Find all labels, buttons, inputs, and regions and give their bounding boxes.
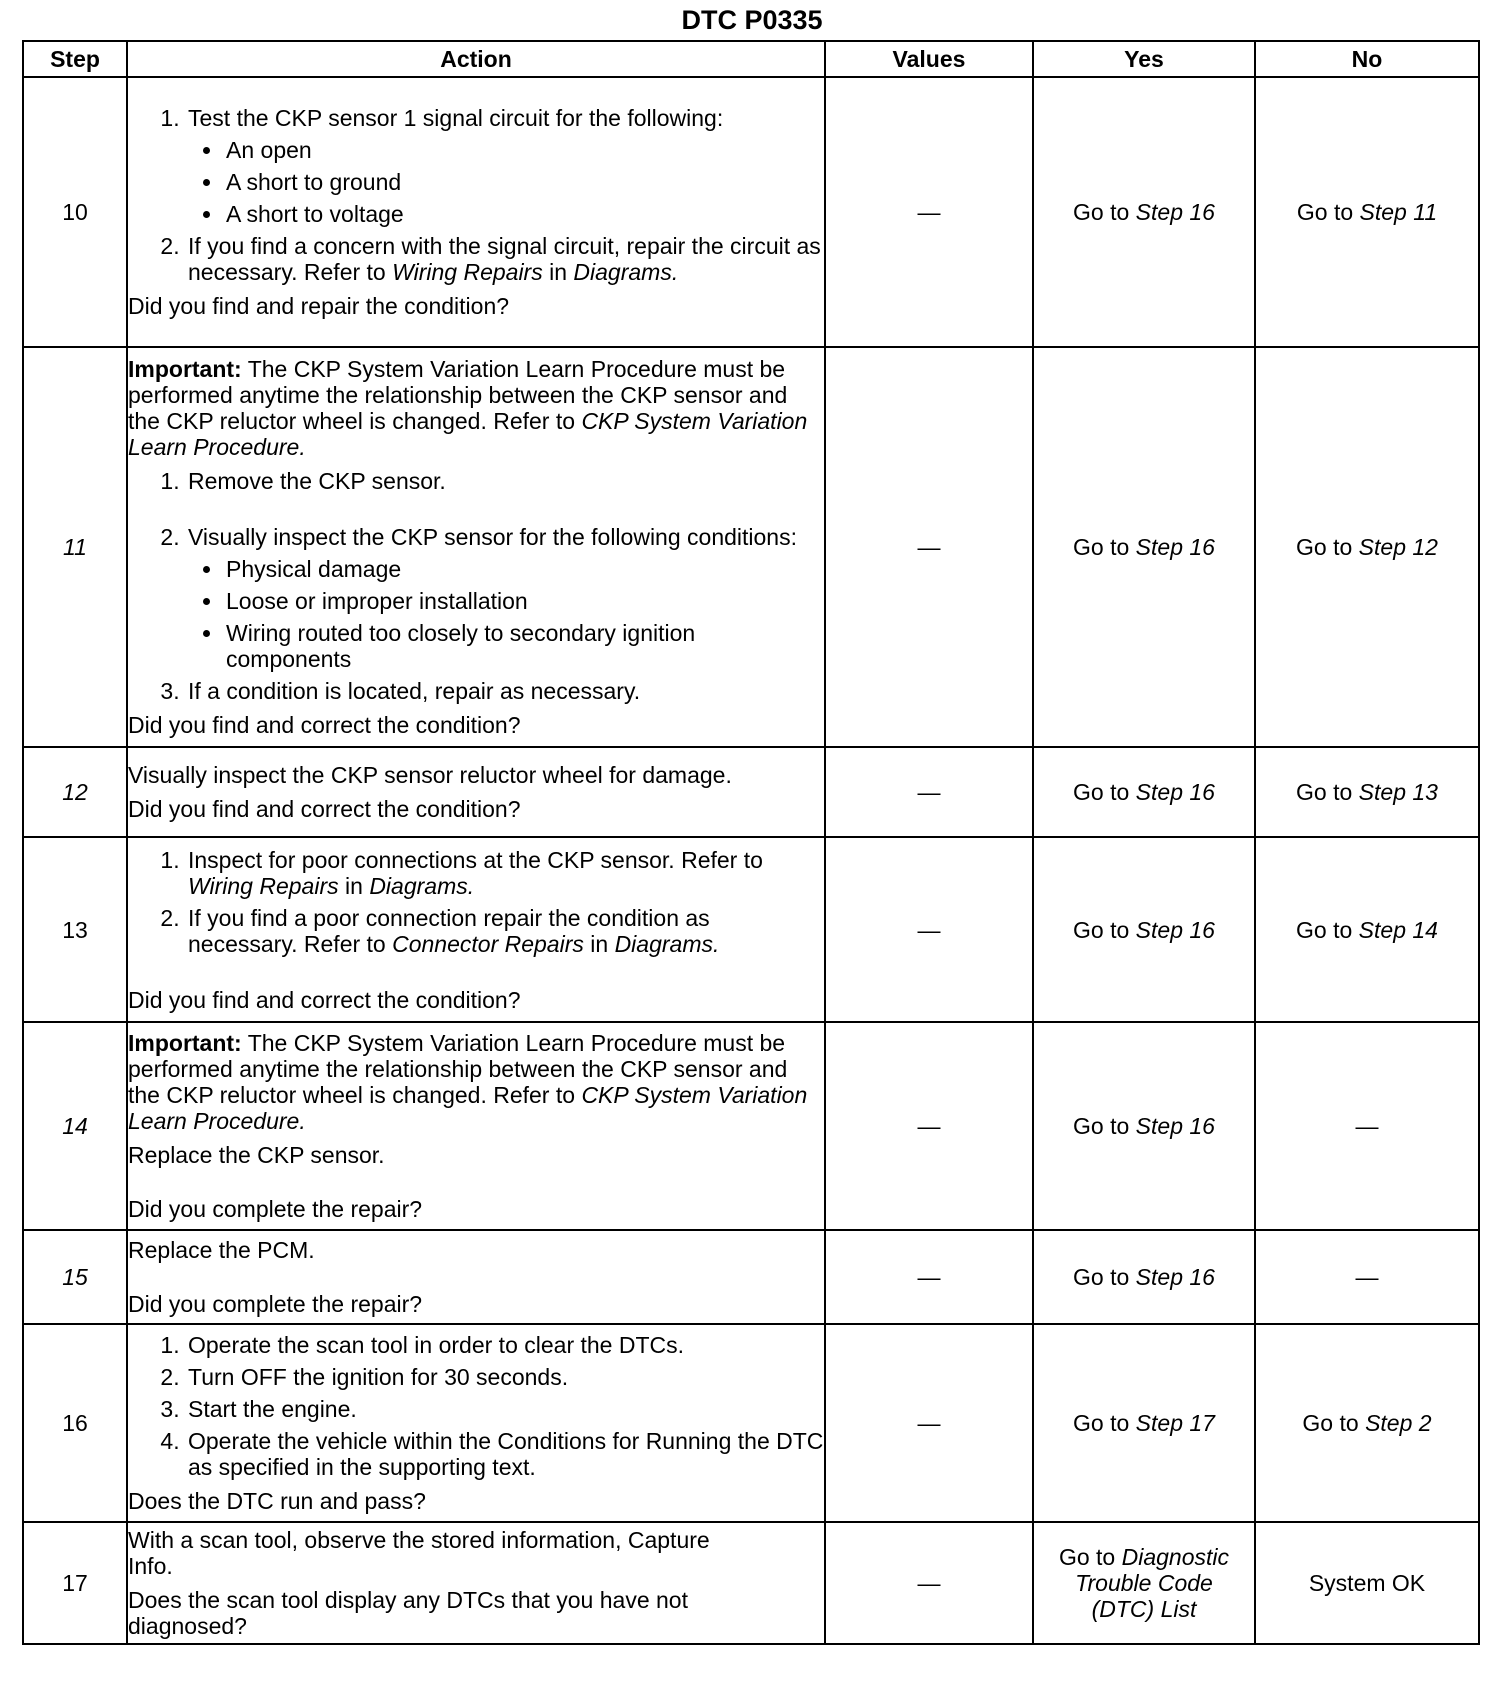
- list-item-text: If you find a concern with the signal circuit, repair the circuit as necessary. Refer to: [188, 233, 821, 285]
- list-item: 3. If a condition is located, repair as necessary.: [186, 678, 824, 704]
- no-prefix: Go to: [1296, 199, 1354, 225]
- action-cell: [127, 1230, 825, 1324]
- question-text: Does the scan tool display any DTCs that you have not diagnosed?: [128, 1587, 688, 1639]
- values-dash: —: [825, 347, 1033, 747]
- yes-step-link: Step 17: [1135, 1410, 1215, 1436]
- yes-step-link: Step 16: [1135, 1113, 1215, 1139]
- table-row-step-10: [23, 77, 1479, 347]
- no-step-link: Step 13: [1358, 779, 1438, 805]
- yes-prefix: Go to: [1073, 1113, 1130, 1139]
- no-step-link: Step 2: [1365, 1410, 1432, 1436]
- step-number: 15: [23, 1230, 127, 1324]
- action-text: Replace the PCM.: [128, 1237, 315, 1263]
- important-note: [128, 356, 824, 460]
- header-no: No: [1255, 41, 1479, 77]
- action-cell: [127, 347, 825, 747]
- list-item-text: in: [590, 930, 609, 957]
- action-cell: [127, 1324, 825, 1522]
- question-text: Does the DTC run and pass?: [128, 1488, 426, 1514]
- values-dash: —: [825, 1324, 1033, 1522]
- list-item: [186, 105, 824, 227]
- table-header-row: [23, 41, 1479, 77]
- bullet-item: • Loose or improper installation: [224, 588, 824, 614]
- step-number: 14: [23, 1022, 127, 1230]
- list-item-text: in: [345, 872, 363, 899]
- no-dash: —: [1255, 1022, 1479, 1230]
- question-text: Did you find and correct the condition?: [128, 796, 521, 822]
- values-dash: —: [825, 837, 1033, 1022]
- important-label: Important:: [128, 356, 242, 382]
- action-cell: [127, 837, 825, 1022]
- diagnostic-table: [22, 40, 1480, 1645]
- no-prefix: Go to: [1302, 1410, 1359, 1436]
- yes-cell: [1033, 837, 1255, 1022]
- list-item: 1. Remove the CKP sensor.: [186, 468, 824, 494]
- bullet-item: • An open: [224, 137, 824, 163]
- table-row-step-16: [23, 1324, 1479, 1522]
- bullet-item: • Physical damage: [224, 556, 824, 582]
- step-number: 12: [23, 747, 127, 837]
- yes-prefix: Go to: [1073, 534, 1130, 560]
- no-cell: [1255, 77, 1479, 347]
- action-cell: [127, 1022, 825, 1230]
- reference-link: Connector Repairs: [392, 930, 584, 957]
- yes-step-link: Step 16: [1135, 1264, 1215, 1290]
- table-row-step-12: [23, 747, 1479, 837]
- header-values: Values: [825, 41, 1033, 77]
- reference-link: Wiring Repairs: [392, 259, 543, 285]
- yes-cell: [1033, 1230, 1255, 1324]
- list-item: 1. Operate the scan tool in order to clear the DTCs.: [186, 1332, 824, 1358]
- yes-step-link: Step 16: [1135, 779, 1215, 805]
- yes-cell: [1033, 1324, 1255, 1522]
- important-note: [128, 1030, 824, 1134]
- list-item: [186, 847, 824, 899]
- action-text: Visually inspect the CKP sensor reluctor wheel for damage.: [128, 762, 732, 788]
- action-text: With a scan tool, observe the stored information, Capture Info.: [128, 1527, 710, 1579]
- page-title: DTC P0335: [681, 5, 823, 35]
- yes-prefix: Go to: [1073, 1264, 1130, 1290]
- no-step-link: Step 12: [1358, 534, 1438, 560]
- header-step: Step: [23, 41, 127, 77]
- values-dash: —: [825, 747, 1033, 837]
- no-step-link: Step 11: [1359, 199, 1438, 225]
- yes-prefix: Go to: [1073, 916, 1130, 943]
- reference-link: Wiring Repairs: [188, 872, 339, 899]
- values-dash: —: [825, 1230, 1033, 1324]
- bullet-item: • A short to ground: [224, 169, 824, 195]
- yes-step-link: Step 16: [1135, 534, 1215, 560]
- header-yes: Yes: [1033, 41, 1255, 77]
- no-cell: [1255, 837, 1479, 1022]
- values-dash: —: [825, 1522, 1033, 1644]
- yes-cell: [1033, 77, 1255, 347]
- question-text: Did you find and repair the condition?: [128, 293, 510, 319]
- yes-cell: [1033, 1022, 1255, 1230]
- step-number: 17: [23, 1522, 127, 1644]
- step-number: 13: [23, 837, 127, 1022]
- step-number: 11: [23, 347, 127, 747]
- yes-prefix: Go to: [1073, 199, 1130, 225]
- table-row-step-15: [23, 1230, 1479, 1324]
- reference-link: Diagrams.: [573, 259, 679, 285]
- list-item: [186, 905, 824, 957]
- question-text: Did you find and correct the condition?: [128, 712, 521, 738]
- step-number: 16: [23, 1324, 127, 1522]
- bullet-list: [188, 137, 824, 227]
- no-prefix: Go to: [1296, 779, 1353, 805]
- table-row-step-13: [23, 837, 1479, 1022]
- action-cell: [127, 1522, 825, 1644]
- question-text: Did you complete the repair?: [128, 1291, 423, 1317]
- no-cell: System OK: [1255, 1522, 1479, 1644]
- list-item-text: If you find a poor connection repair the condition as necessary. Refer to: [188, 904, 710, 957]
- values-dash: —: [825, 77, 1033, 347]
- list-item: 4. Operate the vehicle within the Conditions for Running the DTC as specified in the supporting text.: [186, 1428, 824, 1480]
- list-item-text: Inspect for poor connections at the CKP sensor. Refer to: [188, 846, 763, 873]
- table-row-step-11: [23, 347, 1479, 747]
- header-action: Action: [127, 41, 825, 77]
- important-text: The CKP System Variation Learn Procedure must be performed anytime the relationship between the CKP sensor and the CKP reluctor wheel is changed. Refer to: [128, 1030, 788, 1108]
- yes-cell: [1033, 347, 1255, 747]
- action-cell: [127, 77, 825, 347]
- reference-link: CKP System Variation Learn Procedure.: [128, 408, 808, 460]
- list-item-text: Visually inspect the CKP sensor for the following conditions:: [188, 524, 797, 550]
- yes-step-link: Diagnostic Trouble Code (DTC) List: [1075, 1544, 1230, 1622]
- yes-prefix: Go to: [1058, 1544, 1116, 1570]
- important-text: The CKP System Variation Learn Procedure must be performed anytime the relationship between the CKP sensor and the CKP reluctor wheel is changed. Refer to: [128, 356, 788, 434]
- yes-prefix: Go to: [1073, 1410, 1130, 1436]
- reference-link: Diagrams.: [369, 872, 475, 899]
- table-row-step-14: [23, 1022, 1479, 1230]
- no-step-link: Step 14: [1358, 916, 1438, 943]
- bullet-list: [188, 556, 824, 672]
- list-item: [186, 524, 824, 672]
- no-prefix: Go to: [1296, 916, 1353, 943]
- no-cell: [1255, 347, 1479, 747]
- question-text: Did you complete the repair?: [128, 1196, 423, 1222]
- action-cell: [127, 747, 825, 837]
- yes-cell: [1033, 1522, 1255, 1644]
- reference-link: Diagrams.: [614, 930, 720, 957]
- no-prefix: Go to: [1296, 534, 1353, 560]
- action-text: Replace the CKP sensor.: [128, 1142, 385, 1168]
- list-item: 3. Start the engine.: [186, 1396, 824, 1422]
- list-item: [186, 233, 824, 285]
- step-number: 10: [23, 77, 127, 347]
- numbered-list: [128, 105, 824, 285]
- numbered-list: [128, 847, 824, 957]
- yes-step-link: Step 16: [1135, 199, 1215, 225]
- values-dash: —: [825, 1022, 1033, 1230]
- table-row-step-17: [23, 1522, 1479, 1644]
- no-cell: [1255, 747, 1479, 837]
- no-dash: —: [1255, 1230, 1479, 1324]
- list-item-text: in: [549, 259, 568, 285]
- list-item-text: Test the CKP sensor 1 signal circuit for the following:: [188, 105, 724, 131]
- yes-prefix: Go to: [1073, 779, 1130, 805]
- no-cell: [1255, 1324, 1479, 1522]
- list-item: 2. Turn OFF the ignition for 30 seconds.: [186, 1364, 824, 1390]
- reference-link: CKP System Variation Learn Procedure.: [128, 1082, 808, 1134]
- question-text: Did you find and correct the condition?: [128, 986, 521, 1013]
- bullet-item: • Wiring routed too closely to secondary ignition components: [224, 620, 824, 672]
- numbered-list: [128, 468, 824, 704]
- bullet-item: • A short to voltage: [224, 201, 824, 227]
- yes-cell: [1033, 747, 1255, 837]
- yes-step-link: Step 16: [1135, 916, 1215, 943]
- numbered-list: [128, 1332, 824, 1480]
- important-label: Important:: [128, 1030, 242, 1056]
